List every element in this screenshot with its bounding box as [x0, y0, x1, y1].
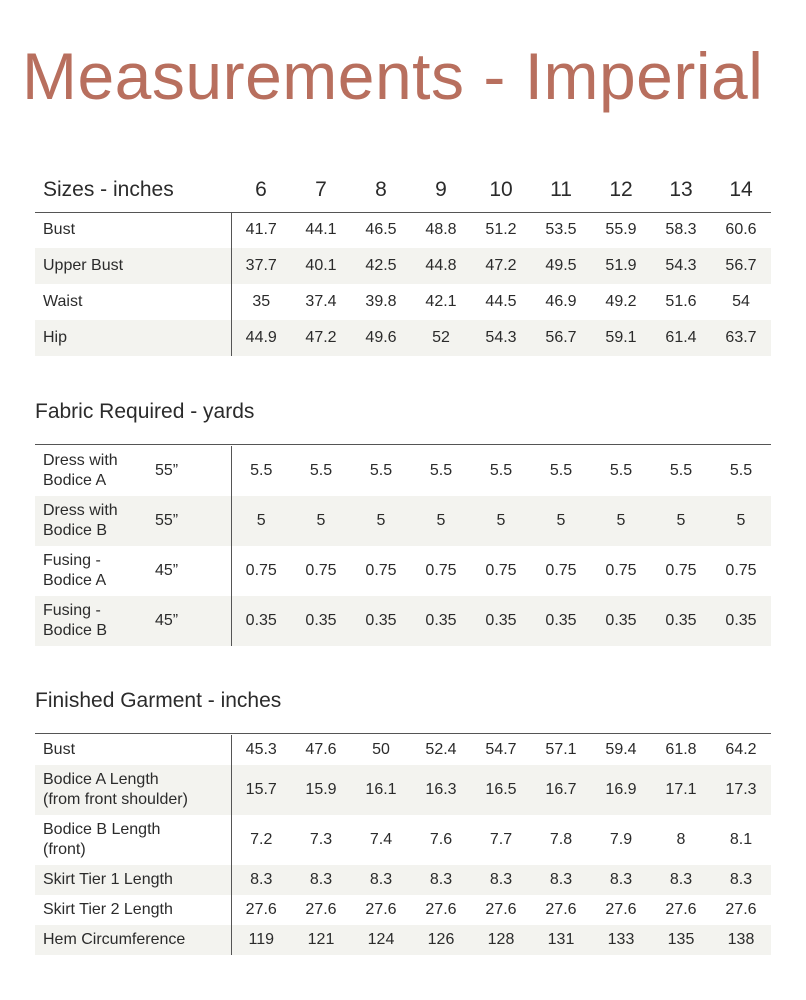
row-label	[35, 596, 147, 646]
cell: 27.6	[365, 901, 397, 918]
cell: 0.35	[291, 596, 351, 646]
cell: 5.5	[729, 462, 753, 479]
cell: 131	[531, 925, 591, 955]
cell: 133	[591, 925, 651, 955]
cell: 5.5	[429, 462, 453, 479]
fabric-heading: Fabric Required - yards	[35, 400, 255, 423]
cell: 44.1	[305, 221, 337, 239]
cell: 17.3	[711, 765, 771, 815]
cell: 8.3	[711, 865, 771, 895]
cell: 7.6	[429, 831, 453, 848]
cell: 5	[471, 496, 531, 546]
row-label: Bust	[35, 212, 231, 248]
cell: 17.1	[651, 765, 711, 815]
row-label-line1: Fusing -	[43, 602, 101, 619]
cell: 0.35	[531, 596, 591, 646]
size-8: 8	[351, 168, 411, 212]
table-row	[35, 248, 771, 284]
cell: 8	[676, 831, 686, 848]
cell: 50	[372, 741, 390, 758]
cell: 57.1	[545, 741, 577, 758]
cell: 59.1	[591, 320, 651, 356]
cell: 15.9	[291, 765, 351, 815]
cell: 54	[732, 293, 750, 310]
cell: 55.9	[605, 221, 637, 239]
cell: 8.3	[591, 865, 651, 895]
row-label: Skirt Tier 1 Length	[35, 865, 231, 895]
sizes-table	[35, 168, 771, 356]
cell: 121	[291, 925, 351, 955]
row-label: Skirt Tier 2 Length	[35, 895, 231, 925]
cell: 27.6	[245, 901, 277, 918]
cell: 0.35	[591, 596, 651, 646]
cell: 58.3	[665, 221, 697, 239]
cell: 126	[411, 925, 471, 955]
row-label	[35, 765, 231, 815]
row-label: Upper Bust	[35, 248, 231, 284]
cell: 42.5	[351, 248, 411, 284]
row-label	[35, 446, 147, 496]
cell: 59.4	[605, 741, 637, 758]
cell: 54.3	[651, 248, 711, 284]
cell: 0.75	[305, 562, 337, 579]
fabric-table	[35, 446, 772, 646]
cell: 61.8	[665, 741, 697, 758]
size-13: 13	[651, 168, 711, 212]
cell: 37.4	[305, 293, 337, 310]
cell: 60.6	[725, 221, 757, 239]
cell: 8.3	[471, 865, 531, 895]
cell: 5.5	[369, 462, 393, 479]
row-label-line2: Bodice B	[43, 522, 108, 539]
cell: 8.3	[531, 865, 591, 895]
cell: 8.3	[651, 865, 711, 895]
cell: 49.5	[531, 248, 591, 284]
row-label-line2: (front)	[43, 841, 86, 858]
cell: 7.2	[250, 831, 273, 848]
cell: 7.8	[549, 831, 573, 848]
table-row	[35, 735, 771, 765]
cell: 0.75	[485, 562, 517, 579]
fabric-width: 55”	[147, 496, 231, 546]
page-title: Measurements - Imperial	[22, 39, 764, 113]
cell: 48.8	[425, 221, 457, 239]
cell: 0.35	[411, 596, 471, 646]
row-label: Waist	[35, 284, 231, 320]
cell: 27.6	[545, 901, 577, 918]
table-row	[35, 925, 771, 955]
cell: 46.9	[545, 293, 577, 310]
cell: 47.2	[291, 320, 351, 356]
cell: 64.2	[725, 741, 757, 758]
cell: 51.9	[591, 248, 651, 284]
sizes-header-row	[35, 168, 771, 212]
cell: 0.75	[425, 562, 457, 579]
row-label-line2: Bodice B	[43, 622, 108, 639]
cell: 8.1	[729, 831, 753, 848]
size-10: 10	[471, 168, 531, 212]
cell: 5	[651, 496, 711, 546]
fabric-divider	[35, 444, 771, 445]
finished-table	[35, 735, 771, 955]
cell: 5.5	[309, 462, 333, 479]
cell: 15.7	[231, 765, 291, 815]
cell: 7.3	[309, 831, 333, 848]
cell: 56.7	[531, 320, 591, 356]
cell: 16.7	[531, 765, 591, 815]
cell: 0.75	[605, 562, 637, 579]
table-row	[35, 446, 771, 496]
cell: 5	[531, 496, 591, 546]
row-label-line1: Bodice B Length	[43, 821, 161, 838]
cell: 0.35	[231, 596, 291, 646]
finished-heading: Finished Garment - inches	[35, 689, 282, 712]
cell: 8.3	[291, 865, 351, 895]
row-label	[35, 496, 147, 546]
row-label-line1: Fusing -	[43, 552, 101, 569]
cell: 63.7	[711, 320, 771, 356]
table-row	[35, 284, 771, 320]
cell: 135	[651, 925, 711, 955]
cell: 27.6	[305, 901, 337, 918]
row-label-line1: Bodice A Length	[43, 771, 159, 788]
cell: 41.7	[245, 221, 277, 239]
cell: 16.9	[591, 765, 651, 815]
cell: 5.5	[489, 462, 513, 479]
cell: 47.6	[305, 741, 337, 758]
sizes-heading: Sizes - inches	[35, 168, 231, 212]
size-12: 12	[591, 168, 651, 212]
fabric-width: 45”	[147, 596, 231, 646]
cell: 8.3	[351, 865, 411, 895]
cell: 119	[231, 925, 291, 955]
size-14: 14	[711, 168, 771, 212]
cell: 40.1	[291, 248, 351, 284]
cell: 0.75	[725, 562, 757, 579]
cell: 49.6	[351, 320, 411, 356]
cell: 5	[411, 496, 471, 546]
cell: 39.8	[365, 293, 397, 310]
cell: 35	[252, 293, 271, 310]
cell: 5.5	[250, 462, 273, 479]
fabric-width: 55”	[147, 446, 231, 496]
cell: 27.6	[485, 901, 517, 918]
cell: 16.5	[471, 765, 531, 815]
cell: 5	[291, 496, 351, 546]
cell: 27.6	[425, 901, 457, 918]
row-label-line1: Dress with	[43, 452, 118, 469]
cell: 0.75	[545, 562, 577, 579]
cell: 7.7	[489, 831, 513, 848]
cell: 5	[231, 496, 291, 546]
cell: 5	[351, 496, 411, 546]
table-row	[35, 815, 771, 865]
size-7: 7	[291, 168, 351, 212]
cell: 16.1	[351, 765, 411, 815]
row-label-line2: Bodice A	[43, 472, 107, 489]
cell: 124	[351, 925, 411, 955]
cell: 56.7	[711, 248, 771, 284]
table-row	[35, 496, 771, 546]
cell: 7.4	[369, 831, 393, 848]
cell: 5	[591, 496, 651, 546]
cell: 0.35	[651, 596, 711, 646]
size-9: 9	[411, 168, 471, 212]
cell: 0.75	[365, 562, 397, 579]
cell: 49.2	[605, 293, 637, 310]
cell: 54.3	[471, 320, 531, 356]
cell: 7.9	[609, 831, 633, 848]
cell: 16.3	[411, 765, 471, 815]
cell: 42.1	[425, 293, 457, 310]
size-11: 11	[531, 168, 591, 212]
cell: 0.35	[711, 596, 771, 646]
cell: 5	[711, 496, 771, 546]
cell: 8.3	[411, 865, 471, 895]
size-6: 6	[231, 168, 291, 212]
cell: 53.5	[545, 221, 577, 239]
fabric-width: 45”	[147, 546, 231, 596]
cell: 54.7	[485, 741, 517, 758]
row-label: Hem Circumference	[35, 925, 231, 955]
cell: 46.5	[365, 221, 397, 239]
cell: 138	[711, 925, 771, 955]
cell: 52.4	[425, 741, 457, 758]
row-label-line2: Bodice A	[43, 572, 107, 589]
cell: 51.2	[485, 221, 517, 239]
table-row	[35, 895, 771, 925]
row-label	[35, 815, 231, 865]
cell: 0.35	[351, 596, 411, 646]
table-row	[35, 212, 771, 248]
cell: 5.5	[549, 462, 573, 479]
row-label-line1: Dress with	[43, 502, 118, 519]
cell: 0.75	[245, 562, 277, 579]
row-label: Bust	[35, 735, 231, 765]
cell: 27.6	[605, 901, 637, 918]
row-label-line2: (from front shoulder)	[43, 791, 188, 808]
row-label	[35, 546, 147, 596]
finished-divider	[35, 733, 771, 734]
cell: 5.5	[609, 462, 633, 479]
row-label: Hip	[35, 320, 231, 356]
cell: 128	[471, 925, 531, 955]
cell: 0.75	[665, 562, 697, 579]
cell: 51.6	[665, 293, 697, 310]
cell: 47.2	[471, 248, 531, 284]
cell: 27.6	[725, 901, 757, 918]
cell: 44.5	[485, 293, 517, 310]
cell: 27.6	[665, 901, 697, 918]
cell: 52	[411, 320, 471, 356]
table-row	[35, 596, 771, 646]
cell: 0.35	[471, 596, 531, 646]
cell: 8.3	[231, 865, 291, 895]
cell: 45.3	[245, 741, 277, 758]
cell: 37.7	[231, 248, 291, 284]
cell: 61.4	[651, 320, 711, 356]
table-row	[35, 320, 771, 356]
table-row	[35, 765, 771, 815]
table-row	[35, 865, 771, 895]
table-row	[35, 546, 771, 596]
cell: 5.5	[669, 462, 693, 479]
cell: 44.9	[231, 320, 291, 356]
cell: 44.8	[411, 248, 471, 284]
